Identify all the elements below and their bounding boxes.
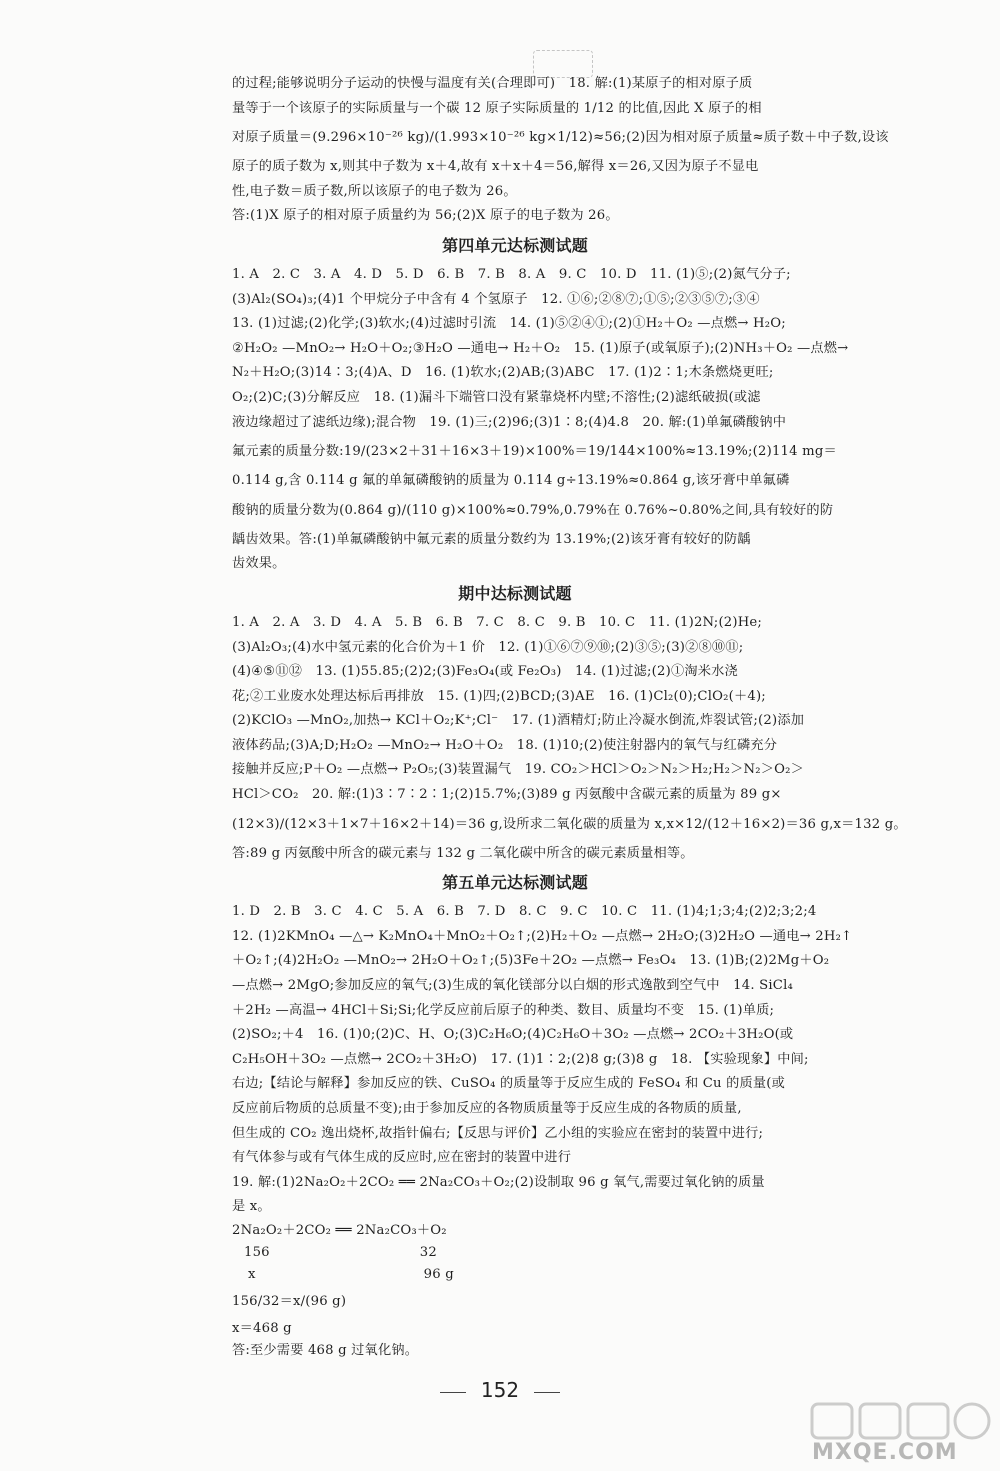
text-line: 原子的质子数为 x,则其中子数为 x＋4,故有 x＋x＋4＝56,解得 x＝26,又因为原子不显电 [232, 159, 759, 175]
calc-var-row [232, 1264, 798, 1286]
page-number-rule-left [440, 1392, 466, 1393]
text-line: 龋齿效果。答:(1)单氟磷酸钠中氟元素的质量分数约为 13.19%;(2)该牙膏有较好的防龋 [232, 531, 751, 547]
text-line: 1. A 2. A 3. D 4. A 5. B 6. B 7. C 8. C 9. B 10. C 11. (1)2N;(2)He; [232, 614, 763, 630]
text-line: 酸钠的质量分数为(0.864 g)/(110 g)×100%≈0.79%,0.79%在 0.76%~0.80%之间,具有较好的防 [232, 502, 834, 518]
page-number-rule-right [534, 1392, 560, 1393]
text-line: 量等于一个该原子的实际质量与一个碳 12 原子实际质量的 1/12 的比值,因此 X 原子的相 [232, 100, 762, 116]
text-line: (3)Al₂O₃;(4)水中氢元素的化合价为＋1 价 12. (1)①⑥⑦⑨⑩;(2)③⑤;(3)②⑧⑩⑪; [232, 639, 744, 655]
text-line: 19. 解:(1)2Na₂O₂＋2CO₂ ══ 2Na₂CO₃＋O₂;(2)设制取 96 g 氧气,需要过氧化钠的质量 [232, 1174, 765, 1190]
calc-mass-row [232, 1242, 798, 1264]
text-line: 有气体参与或有气体生成的反应时,应在密封的装置中进行 [232, 1150, 572, 1166]
calc-var-right: 96 g [423, 1266, 454, 1282]
section-heading-unit4: 第四单元达标测试题 [442, 235, 588, 255]
text-line: 1. A 2. C 3. A 4. D 5. D 6. B 7. B 8. A 9. C 10. D 11. (1)⑤;(2)氮气分子; [232, 266, 791, 282]
text-line: N₂＋H₂O;(3)14∶3;(4)A、D 16. (1)软水;(2)AB;(3)ABC 17. (1)2∶1;木条燃烧更旺; [232, 365, 774, 381]
page-content [232, 72, 907, 1362]
page-number: 152 [480, 1378, 520, 1402]
text-line: O₂;(2)C;(3)分解反应 18. (1)漏斗下端管口没有紧靠烧杯内壁;不溶性;(2)滤纸破损(或滤 [232, 389, 761, 405]
text-line: (4)④⑤⑪⑫ 13. (1)55.85;(2)2;(3)Fe₃O₄(或 Fe₂O₃) 14. (1)过滤;(2)①淘米水浇 [232, 664, 738, 680]
calc-answer: 答:至少需要 468 g 过氧化钠。 [232, 1342, 419, 1358]
text-line: ＋2H₂ —高温→ 4HCl＋Si;Si;化学反应前后原子的种类、数目、质量均不变 15. (1)单质; [232, 1002, 775, 1018]
text-line: ＋O₂↑;(4)2H₂O₂ —MnO₂→ 2H₂O＋O₂↑;(5)3Fe＋2O₂ —点燃→ Fe₃O₄ 13. (1)B;(2)2Mg＋O₂ [232, 953, 830, 969]
text-line: (3)Al₂(SO₄)₃;(4)1 个甲烷分子中含有 4 个氢原子 12. ①⑥;②⑧⑦;①⑤;②③⑤⑦;③④ [232, 291, 760, 307]
text-line: (2)SO₂;＋4 16. (1)0;(2)C、H、O;(3)C₂H₆O;(4)C₂H₆O＋3O₂ —点燃→ 2CO₂＋3H₂O(或 [232, 1027, 794, 1043]
text-line: 13. (1)过滤;(2)化学;(3)软水;(4)过滤时引流 14. (1)⑤②④①;(2)①H₂＋O₂ —点燃→ H₂O; [232, 316, 786, 332]
calc-proportion: 156/32＝x/(96 g) [232, 1293, 347, 1309]
calc-var-left: x [248, 1266, 256, 1282]
text-line: 0.114 g,含 0.114 g 氟的单氟磷酸钠的质量为 0.114 g÷13.19%≈0.864 g,该牙膏中单氟磷 [232, 473, 790, 489]
text-line: 接触并反应;P＋O₂ —点燃→ P₂O₅;(3)装置漏气 19. CO₂＞HCl＞O₂＞N₂＞H₂;H₂＞N₂＞O₂＞ [232, 762, 804, 778]
text-line: 反应前后物质的总质量不变);由于参加反应的各物质质量等于反应生成的各物质的质量, [232, 1101, 742, 1116]
text-line: 对原子质量＝(9.296×10⁻²⁶ kg)/(1.993×10⁻²⁶ kg×1/12)≈56;(2)因为相对原子质量≈质子数＋中子数,设该 [232, 130, 889, 146]
text-line: —点燃→ 2MgO;参加反应的氧气;(3)生成的氧化镁部分以白烟的形式逸散到空气中 14. SiCl₄ [232, 978, 793, 994]
calc-mass-right: 32 [419, 1244, 437, 1260]
text-line: 答:89 g 丙氨酸中所含的碳元素与 132 g 二氧化碳中所含的碳元素质量相等。 [232, 845, 694, 861]
text-line: 1. D 2. B 3. C 4. C 5. A 6. B 7. D 8. C 9. C 10. C 11. (1)4;1;3;4;(2)2;3;2;4 [232, 904, 817, 920]
calc-result: x＝468 g [232, 1320, 292, 1336]
text-line: 氟元素的质量分数:19/(23×2＋31＋16×3＋19)×100%＝19/144×100%≈13.19%;(2)114 mg＝ [232, 444, 837, 460]
text-line: ②H₂O₂ —MnO₂→ H₂O＋O₂;③H₂O —通电→ H₂＋O₂ 15. (1)原子(或氧原子);(2)NH₃＋O₂ —点燃→ [232, 340, 849, 356]
calc-equation: 2Na₂O₂＋2CO₂ ══ 2Na₂CO₃＋O₂ [232, 1222, 447, 1238]
text-line: 液体药品;(3)A;D;H₂O₂ —MnO₂→ H₂O＋O₂ 18. (1)10;(2)使注射器内的氧气与红磷充分 [232, 737, 778, 753]
section-heading-midterm: 期中达标测试题 [458, 583, 572, 603]
text-line: 花;②工业废水处理达标后再排放 15. (1)四;(2)BCD;(3)AE 16. (1)Cl₂(0);ClO₂(＋4); [232, 688, 766, 704]
text-line: HCl＞CO₂ 20. 解:(1)3∶7∶2∶1;(2)15.7%;(3)89 g 丙氨酸中含碳元素的质量为 89 g× [232, 787, 782, 803]
text-line: 12. (1)2KMnO₄ —△→ K₂MnO₄＋MnO₂＋O₂↑;(2)H₂＋O₂ —点燃→ 2H₂O;(3)2H₂O —通电→ 2H₂↑ [232, 928, 853, 944]
text-line: 答:(1)X 原子的相对原子质量约为 56;(2)X 原子的电子数为 26。 [232, 208, 619, 224]
text-line: 的过程;能够说明分子运动的快慢与温度有关(合理即可) 18. 解:(1)某原子的相对原子质 [232, 76, 753, 91]
text-line: 性,电子数＝质子数,所以该原子的电子数为 26。 [232, 183, 517, 199]
section-heading-unit5: 第五单元达标测试题 [442, 873, 588, 893]
text-line: (12×3)/(12×3＋1×7＋16×2＋14)＝36 g,设所求二氧化碳的质量为 x,x×12/(12＋16×2)＝36 g,x＝132 g。 [232, 816, 907, 832]
text-line: C₂H₅OH＋3O₂ —点燃→ 2CO₂＋3H₂O) 17. (1)1∶2;(2)8 g;(3)8 g 18. 【实验现象】中间; [232, 1051, 809, 1067]
text-line: 右边;【结论与解释】参加反应的铁、CuSO₄ 的质量等于反应生成的 FeSO₄ 和 Cu 的质量(或 [232, 1076, 786, 1092]
calc-mass-left: 156 [244, 1244, 270, 1260]
watermark-text: MXQE.COM [812, 1440, 958, 1465]
text-line: (2)KClO₃ —MnO₂,加热→ KCl＋O₂;K⁺;Cl⁻ 17. (1)酒精灯;防止冷凝水倒流,炸裂试管;(2)添加 [232, 713, 805, 729]
text-line: 液边缘超过了滤纸边缘);混合物 19. (1)三;(2)96;(3)1∶8;(4)4.8 20. 解:(1)单氟磷酸钠中 [232, 414, 787, 430]
text-line: 是 x。 [232, 1199, 271, 1215]
text-line: 但生成的 CO₂ 逸出烧杯,故指针偏右;【反思与评价】乙小组的实验应在密封的装置中进行; [232, 1125, 764, 1141]
text-line: 齿效果。 [232, 556, 286, 572]
